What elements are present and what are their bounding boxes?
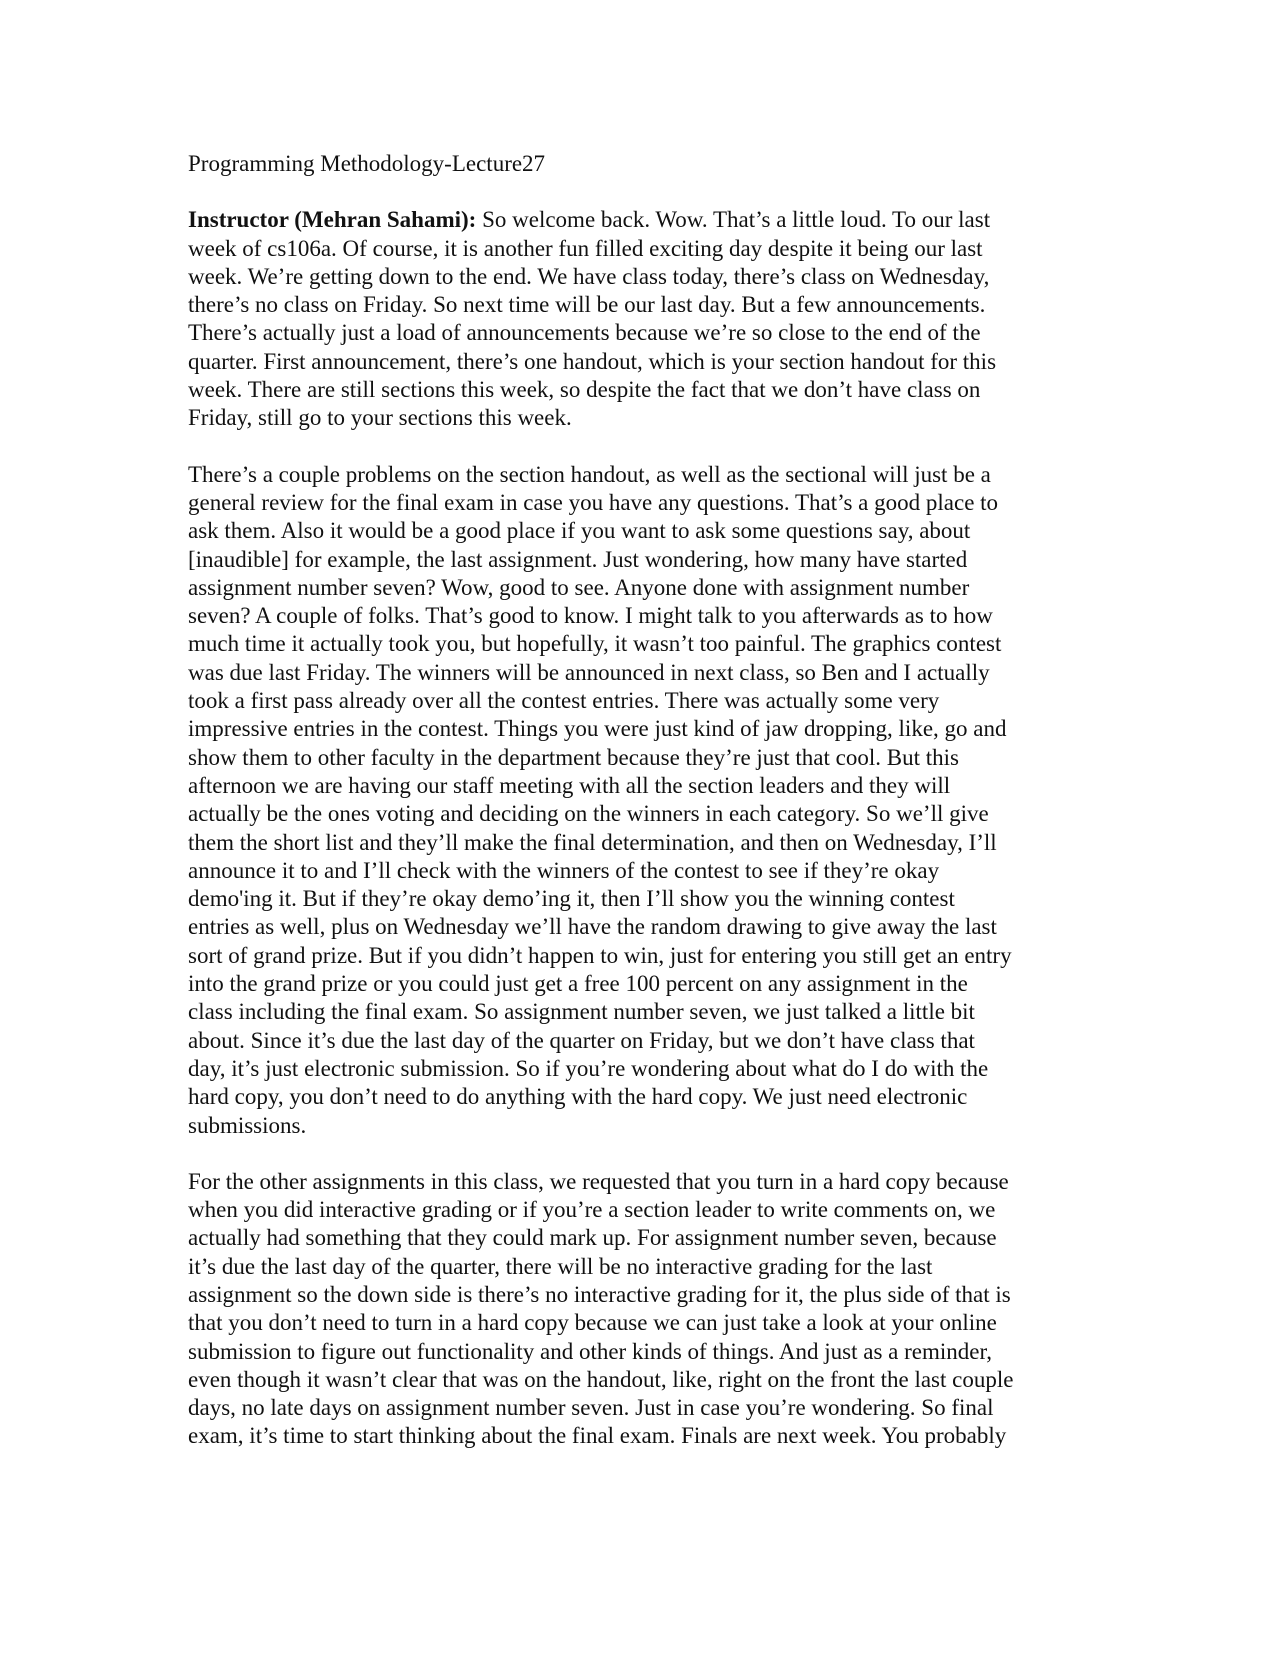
paragraph-line: demo'ing it. But if they’re okay demo’ing it, then I’ll show you the winning contest [188,886,955,912]
paragraph-line: week. We’re getting down to the end. We have class today, there’s class on Wednesday, [188,263,990,289]
paragraph-line: show them to other faculty in the department because they’re just that cool. But this [188,744,959,770]
paragraph-2 [188,461,1088,1140]
paragraph-line: announce it to and I’ll check with the winners of the contest to see if they’re okay [188,857,940,883]
paragraph-line: entries as well, plus on Wednesday we’ll have the random drawing to give away the last [188,914,997,940]
paragraph-line: assignment number seven? Wow, good to see. Anyone done with assignment number [188,574,970,600]
paragraph-line: afternoon we are having our staff meeting with all the section leaders and they will [188,772,951,798]
paragraph-line: submission to figure out functionality and other kinds of things. And just as a reminder, [188,1338,992,1364]
paragraph-line: assignment so the down side is there’s no interactive grading for it, the plus side of that is [188,1281,1011,1307]
paragraph-text: So welcome back. Wow. That’s a little loud. To our last [476,207,991,233]
paragraph-line: general review for the final exam in case you have any questions. That’s a good place to [188,489,999,515]
paragraph-line: days, no late days on assignment number seven. Just in case you’re wondering. So final [188,1395,994,1421]
paragraph-line: it’s due the last day of the quarter, there will be no interactive grading for the last [188,1253,933,1279]
paragraph-line: submissions. [188,1112,307,1138]
paragraph-line: For the other assignments in this class, we requested that you turn in a hard copy because [188,1168,1009,1194]
paragraph-line: actually be the ones voting and deciding on the winners in each category. So we’ll give [188,801,989,827]
paragraph-line: them the short list and they’ll make the final determination, and then on Wednesday, I’ll [188,829,997,855]
paragraph-line: much time it actually took you, but hopefully, it wasn’t too painful. The graphics contest [188,631,1002,657]
paragraph-line: hard copy, you don’t need to do anything with the hard copy. We just need electronic [188,1084,968,1110]
paragraph-line: quarter. First announcement, there’s one handout, which is your section handout for this [188,348,997,374]
paragraph-line: took a first pass already over all the contest entries. There was actually some very [188,688,940,714]
paragraph-line: that you don’t need to turn in a hard copy because we can just take a look at your online [188,1310,997,1336]
paragraph-line: actually had something that they could mark up. For assignment number seven, because [188,1225,997,1251]
paragraph-line: Friday, still go to your sections this week. [188,405,572,431]
paragraph-line: week of cs106a. Of course, it is another fun filled exciting day despite it being our last [188,235,983,261]
paragraph-line: about. Since it’s due the last day of the quarter on Friday, but we don’t have class that [188,1027,975,1053]
paragraph-line: day, it’s just electronic submission. So if you’re wondering about what do I do with the [188,1055,989,1081]
paragraph-line: even though it wasn’t clear that was on the handout, like, right on the front the last couple [188,1366,1014,1392]
paragraph-line: was due last Friday. The winners will be announced in next class, so Ben and I actually [188,659,990,685]
paragraph-line: There’s actually just a load of announcements because we’re so close to the end of the [188,320,981,346]
paragraph-line: There’s a couple problems on the section handout, as well as the sectional will just be a [188,461,991,487]
paragraph-line: seven? A couple of folks. That’s good to know. I might talk to you afterwards as to how [188,603,993,629]
paragraph-1 [188,206,1088,432]
paragraph-line: ask them. Also it would be a good place if you want to ask some questions say, about [188,518,971,544]
paragraph-line: exam, it’s time to start thinking about the final exam. Finals are next week. You probably [188,1423,1007,1449]
speaker-label: Instructor (Mehran Sahami): [188,207,477,233]
paragraph-line: there’s no class on Friday. So next time will be our last day. But a few announcements. [188,292,986,318]
paragraph-line [188,206,1088,234]
document-title: Programming Methodology-Lecture27 [188,151,546,176]
paragraph-line: into the grand prize or you could just get a free 100 percent on any assignment in the [188,971,968,997]
paragraph-line: week. There are still sections this week, so despite the fact that we don’t have class on [188,377,981,403]
document-page [188,150,1088,1479]
paragraph-line: impressive entries in the contest. Things you were just kind of jaw dropping, like, go and [188,716,1007,742]
paragraph-line: class including the final exam. So assignment number seven, we just talked a little bit [188,999,975,1025]
paragraph-line: [inaudible] for example, the last assignment. Just wondering, how many have started [188,546,968,572]
paragraph-line: sort of grand prize. But if you didn’t happen to win, just for entering you still get an entry [188,942,1012,968]
paragraph-line: when you did interactive grading or if you’re a section leader to write comments on, we [188,1197,996,1223]
paragraph-3 [188,1168,1088,1451]
